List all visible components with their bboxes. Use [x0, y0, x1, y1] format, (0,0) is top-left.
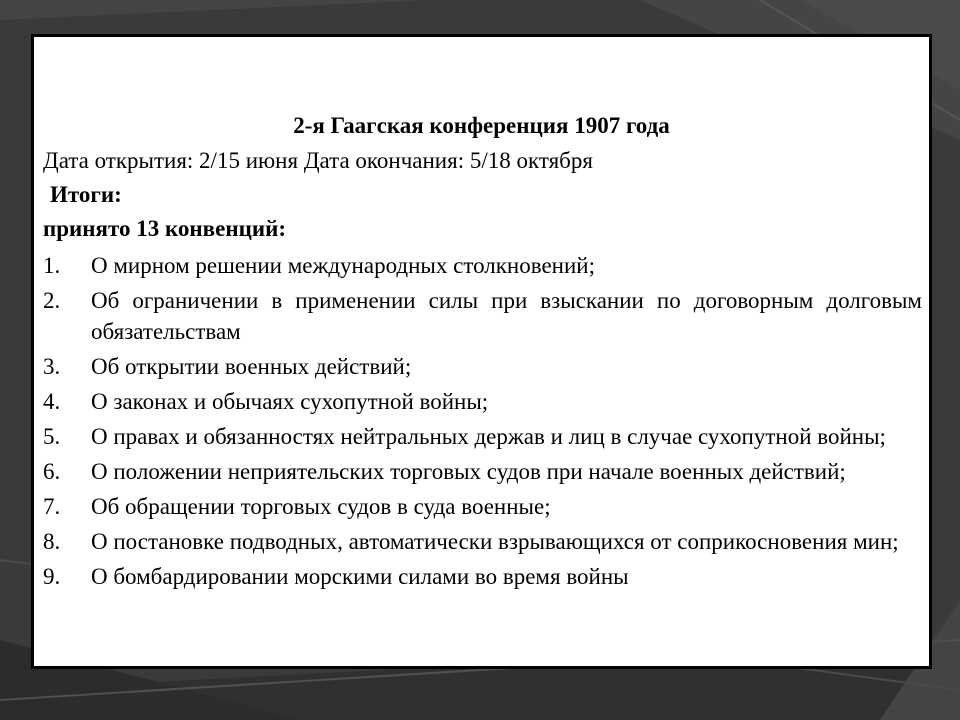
convention-item — [43, 456, 922, 487]
convention-text: О мирном решении международных столкновений; — [91, 253, 595, 278]
conventions-count: принято 13 конвенций: — [43, 216, 286, 241]
convention-text: Об обращении торговых судов в суда военные; — [91, 494, 551, 519]
convention-item — [43, 491, 922, 522]
convention-item — [43, 526, 922, 557]
convention-number: 5. — [43, 424, 61, 449]
convention-number: 4. — [43, 389, 61, 414]
convention-item — [43, 386, 922, 417]
convention-number: 9. — [43, 564, 61, 589]
convention-number: 1. — [43, 253, 61, 278]
conventions-list — [43, 250, 922, 596]
convention-item — [43, 250, 922, 281]
convention-item — [43, 421, 922, 452]
convention-number: 6. — [43, 459, 61, 484]
slide-title: 2-я Гаагская конференция 1907 года — [293, 113, 670, 138]
slide-content-card — [31, 34, 932, 669]
convention-item — [43, 561, 922, 592]
convention-item — [43, 285, 922, 347]
convention-text: Об открытии военных действий; — [91, 354, 412, 379]
convention-number: 8. — [43, 529, 61, 554]
results-label: Итоги: — [50, 182, 122, 207]
convention-item — [43, 351, 922, 382]
convention-number: 7. — [43, 494, 61, 519]
convention-text: О правах и обязанностях нейтральных держав и лиц в случае сухопутной войны; — [91, 424, 886, 449]
convention-text: О постановке подводных, автоматически взрывающихся от соприкосновения мин; — [91, 529, 899, 554]
dates-line: Дата открытия: 2/15 июня Дата окончания: 5/18 октября — [43, 148, 593, 173]
convention-number: 3. — [43, 354, 61, 379]
convention-text: О законах и обычаях сухопутной войны; — [91, 389, 489, 414]
convention-text: О положении неприятельских торговых судов при начале военных действий; — [91, 459, 846, 484]
convention-number: 2. — [43, 288, 61, 313]
convention-text: Об ограничении в применении силы при взыскании по договорным долговым обязательствам — [91, 288, 922, 344]
convention-text: О бомбардировании морскими силами во время войны — [91, 564, 629, 589]
